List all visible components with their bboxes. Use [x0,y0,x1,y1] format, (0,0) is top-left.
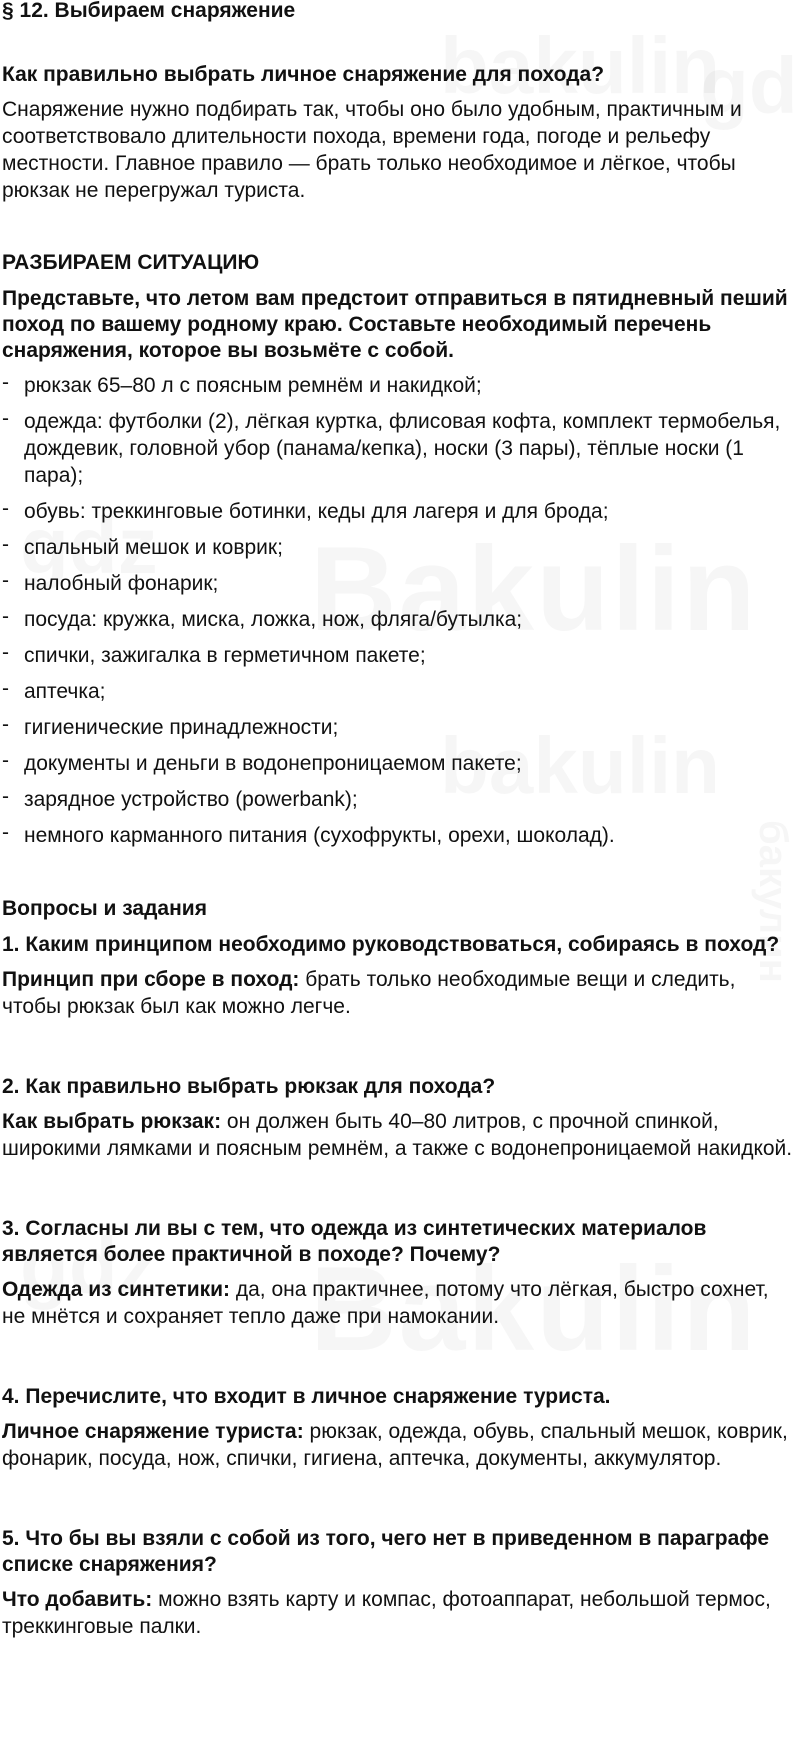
list-item [2,678,800,705]
list-item [2,714,800,741]
equipment-list [2,372,800,849]
list-item [2,822,800,849]
answer-text [2,1418,800,1472]
dash-marker: - [2,569,9,592]
dash-marker: - [2,713,9,736]
dash-marker: - [2,785,9,808]
section-title: § 12. Выбираем снаряжение [2,0,296,22]
situation-block [2,250,800,849]
dash-marker: - [2,641,9,664]
list-item-text: спички, зажигалка в герметичном пакете; [24,644,426,667]
dash-marker: - [2,371,9,394]
answer-body: можно взять карту и компас, фотоаппарат, небольшой термос, треккинговые палки. [2,1588,771,1638]
list-item-text: документы и деньги в водонепроницаемом пакете; [24,752,522,775]
question-item [2,1216,800,1330]
list-item-text: зарядное устройство (powerbank); [24,788,358,811]
questions-heading: Вопросы и задания [2,897,207,920]
answer-text [2,1108,800,1162]
dash-marker: - [2,749,9,772]
question-item [2,1526,800,1640]
answer-label: Что добавить: [2,1588,153,1611]
answer-text [2,966,800,1020]
dash-marker: - [2,533,9,556]
list-item [2,534,800,561]
situation-task: Представьте, что летом вам предстоит отправиться в пятидневный пеший поход по вашему родному краю. Составьте необходимый перечень снаряжения, которое вы возьмёте с собой. [2,287,788,362]
list-item [2,408,800,489]
list-item-text: гигиенические принадлежности; [24,716,339,739]
list-item [2,750,800,777]
dash-marker: - [2,821,9,844]
dash-marker: - [2,407,9,430]
dash-marker: - [2,497,9,520]
answer-text [2,1276,800,1330]
list-item-text: обувь: треккинговые ботинки, кеды для лагеря и для брода; [24,500,609,523]
list-item [2,642,800,669]
answer-label: Одежда из синтетики: [2,1278,231,1301]
list-item-text: одежда: футболки (2), лёгкая куртка, флисовая кофта, комплект термобелья, дождевик, головной убор (панама/кепка), носки (3 пары), тёплые носки (1 пара); [24,410,781,487]
list-item-text: спальный мешок и коврик; [24,536,283,559]
list-item [2,372,800,399]
list-item-text: рюкзак 65–80 л с поясным ремнём и накидкой; [24,374,482,397]
question-item [2,932,800,1020]
list-item-text: аптечка; [24,680,106,703]
question-item [2,1384,800,1472]
answer-body: брать только необходимые вещи и следить, чтобы рюкзак был как можно легче. [2,968,736,1018]
intro-question: Как правильно выбрать личное снаряжение для похода? [2,63,605,86]
question-item [2,1074,800,1162]
intro-answer: Снаряжение нужно подбирать так, чтобы оно было удобным, практичным и соответствовало длительности похода, времени года, погоде и рельефу местности. Главное правило — брать только необходимое и лёгкое, чтобы рюкзак не перегружал туриста. [2,98,742,202]
answer-body: рюкзак, одежда, обувь, спальный мешок, коврик, фонарик, посуда, нож, спички, гигиена, аптечка, документы, аккумулятор. [2,1420,788,1470]
questions-block [2,896,800,1640]
list-item-text: немного карманного питания (сухофрукты, орехи, шоколад). [24,824,615,847]
dash-marker: - [2,677,9,700]
answer-text [2,1586,800,1640]
answer-body: он должен быть 40–80 литров, с прочной спинкой, широкими лямками и поясным ремнём, а также с водонепроницаемой накидкой. [2,1110,793,1160]
answer-label: Как выбрать рюкзак: [2,1110,222,1133]
list-item-text: налобный фонарик; [24,572,219,595]
question-text: 3. Согласны ли вы с тем, что одежда из синтетических материалов является более практичной в походе? Почему? [2,1217,707,1266]
answer-label: Принцип при сборе в поход: [2,968,300,991]
intro-block [2,62,800,204]
situation-heading: РАЗБИРАЕМ СИТУАЦИЮ [2,251,260,274]
dash-marker: - [2,605,9,628]
list-item-text: посуда: кружка, миска, ложка, нож, фляга/бутылка; [24,608,523,631]
list-item [2,786,800,813]
question-text: 2. Как правильно выбрать рюкзак для похода? [2,1075,496,1098]
question-text: 1. Каким принципом необходимо руководствоваться, собираясь в поход? [2,933,780,956]
answer-body: да, она практичнее, потому что лёгкая, быстро сохнет, не мнётся и сохраняет тепло даже при намокании. [2,1278,769,1328]
list-item [2,606,800,633]
list-item [2,498,800,525]
question-text: 5. Что бы вы взяли с собой из того, чего нет в приведенном в параграфе списке снаряжения? [2,1527,770,1576]
question-text: 4. Перечислите, что входит в личное снаряжение туриста. [2,1385,611,1408]
list-item [2,570,800,597]
answer-label: Личное снаряжение туриста: [2,1420,304,1443]
